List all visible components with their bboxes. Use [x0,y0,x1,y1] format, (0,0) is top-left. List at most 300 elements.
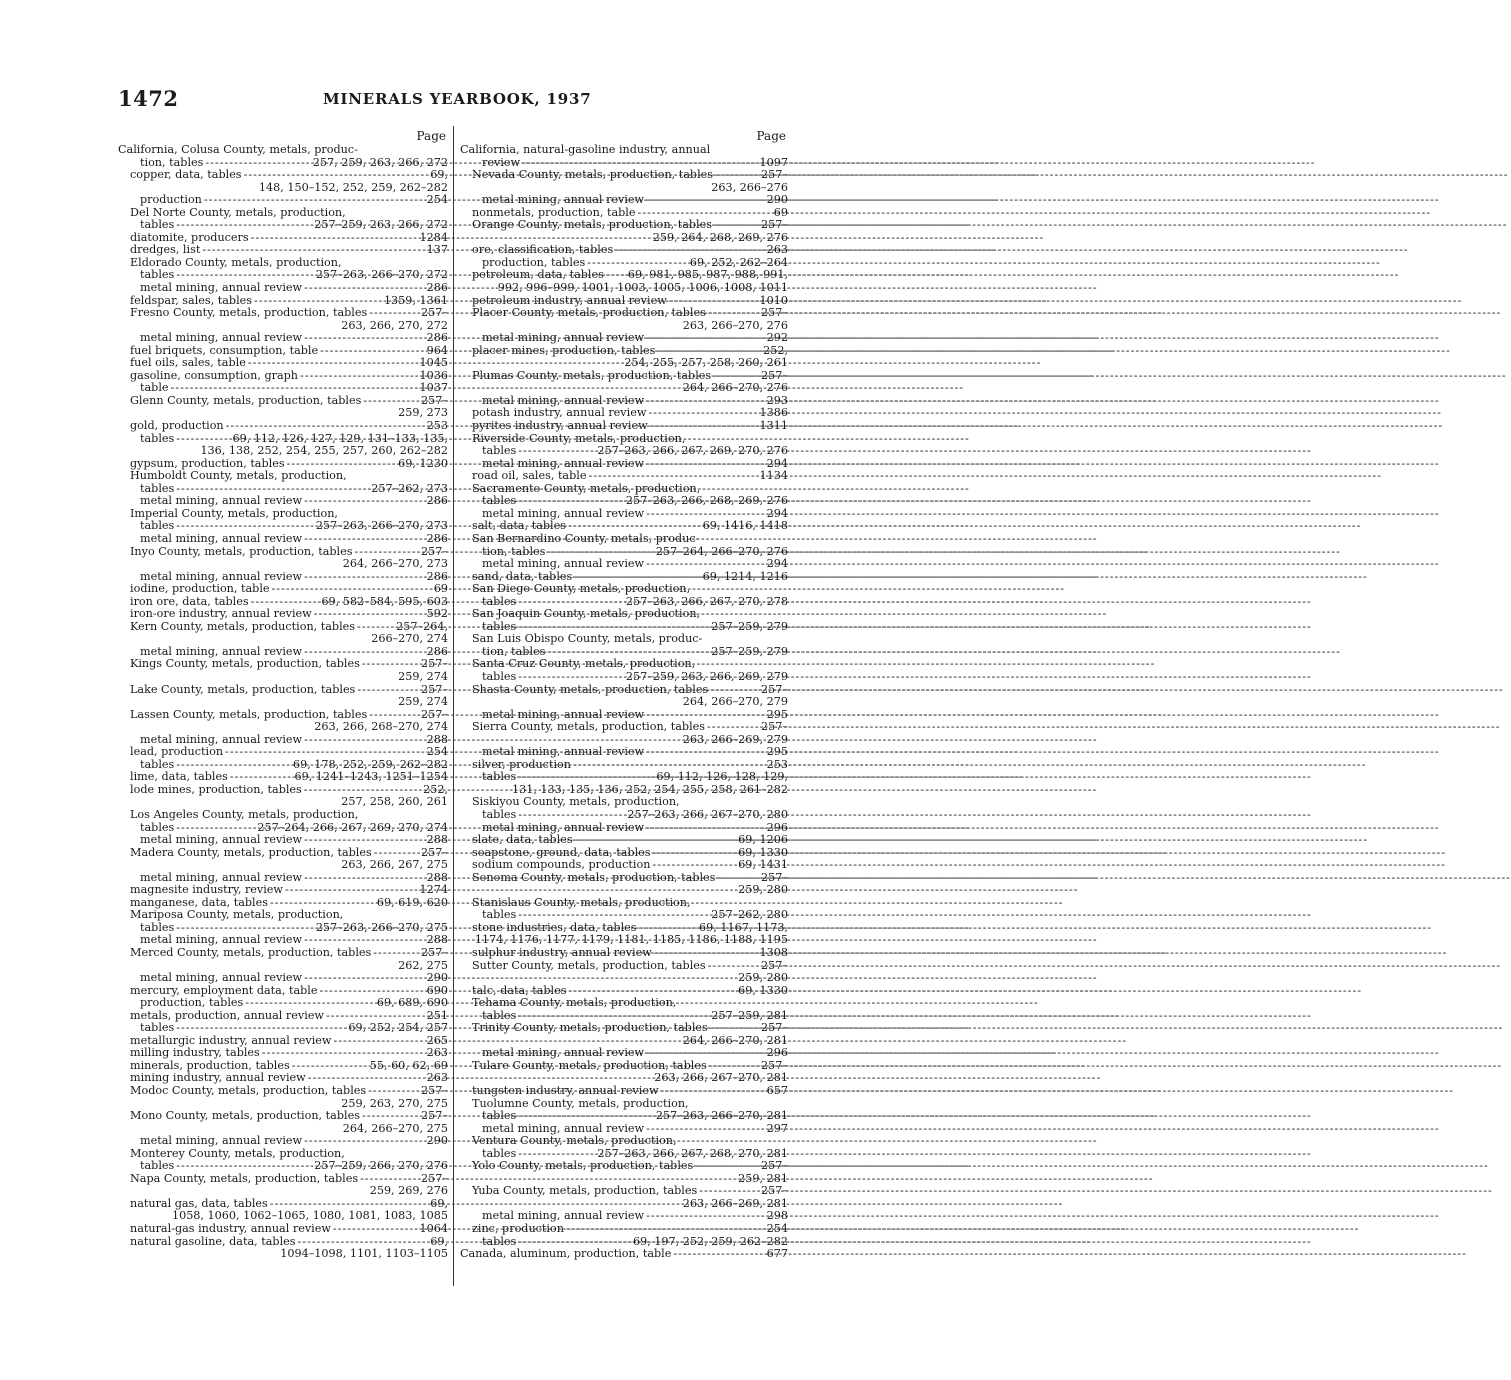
page-reference: 69, 1167, 1173, [699,920,788,934]
leader-dots [373,947,419,960]
entry-text: feldspar, sales, tables [130,293,253,307]
index-entry-line [460,671,788,684]
entry-text: potash industry, annual review [472,406,647,420]
entry-text: diatomite, producers [130,230,249,244]
entry-text: Fresno County, metals, production, tables [130,306,368,320]
page-reference: 293 [766,393,788,407]
index-entry [460,1160,788,1185]
leader-dots [368,1085,419,1098]
page-reference: 69, 1330 [738,845,788,859]
entry-text: tables [140,920,175,934]
entry-text: Sutter County, metals, production, tables [472,958,706,972]
entry-text: metal mining, annual review [482,1209,645,1223]
entry-text: Del Norte County, metals, production, [130,205,346,219]
index-entry [460,144,788,169]
entry-text: sand, data, tables [472,569,573,583]
page-reference: 992, 996–999, 1001, 1003, 1005, 1006, 1008, 1011 [497,281,788,295]
page-reference: 257– [761,1021,788,1035]
leader-dots [518,495,624,508]
index-entry [460,1085,788,1098]
page-reference: 257–263, 266–270, 272 [315,268,448,282]
index-entry [460,960,788,985]
leader-dots [304,1135,425,1148]
index-entry [118,307,448,332]
page-reference: 264, 266–270, 276 [682,381,788,395]
index-entry-line [460,420,788,433]
page-reference: 257–259, 266, 270, 276 [314,1159,448,1173]
page-reference: 265 [426,1033,448,1047]
leader-dots [673,1248,764,1261]
leader-dots [245,997,375,1010]
page-reference: 257–263, 266, 267–270, 280 [627,807,788,821]
leader-dots [176,219,312,232]
entry-text: Nevada County, metals, production, tables [472,168,714,182]
index-entry-line [118,219,448,232]
entry-text: placer mines, production, tables [472,343,656,357]
entry-text: Tuolumne County, metals, production, [472,1096,689,1110]
entry-text: Imperial County, metals, production, [130,506,338,520]
leader-dots [362,1110,419,1123]
page-reference: 264, 266–270, 279 [682,695,788,709]
entry-text: Merced County, metals, production, tables [130,946,372,959]
entry-text: Canada, aluminum, production, table [460,1247,672,1261]
leader-dots [646,558,765,571]
entry-text: Madera County, metals, production, tables [130,845,372,859]
column-divider [453,126,454,1286]
index-entry [460,897,788,922]
page-reference: 288 [426,833,448,847]
entry-text: Lake County, metals, production, tables [130,682,356,696]
entry-text: soapstone, ground, data, tables [472,845,651,859]
index-entry [118,909,448,934]
index-entry-line [118,1223,448,1236]
page-reference: 298 [766,1209,788,1223]
page-reference: 266–270, 274 [371,632,448,646]
page-reference: 69, 197, 252, 259, 262–282 [632,1234,788,1248]
entry-text: Napa County, metals, production, tables [130,1171,359,1185]
index-entry-line [460,771,788,784]
index-entry [460,483,788,508]
entry-text: metal mining, annual review [140,971,303,985]
page-reference: 1311 [759,419,788,433]
leader-dots [588,470,757,483]
index-entry [118,395,448,420]
entry-text: sodium compounds, production [472,858,651,872]
index-entry-line [118,1022,448,1035]
entry-text: tables [140,218,175,232]
index-entry [460,420,788,433]
entry-text: Eldorado County, metals, production, [130,255,342,269]
page-reference: 263 [426,1071,448,1085]
page-reference: 263, 266–269, 279 [682,732,788,746]
page-reference: 1174, 1176, 1177, 1179, 1181, 1185, 1186, 1188, 1195 [474,933,788,947]
page-reference: 259, 274 [398,695,448,709]
page-reference: 257– [761,218,788,232]
index-entry [460,746,788,759]
entry-text: slate, data, tables [472,833,573,847]
entry-text: Placer County, metals, production, tables [472,306,706,320]
page-reference: 69, 1241–1243, 1251–1254 [294,770,448,784]
index-entry-line [118,307,448,320]
leader-dots [695,1160,759,1173]
entry-text: Kern County, metals, production, tables [130,619,356,633]
index-entry-line [460,307,788,320]
index-entry-line [118,721,448,734]
page-reference: 296 [766,820,788,834]
index-entry-line [118,169,448,182]
leader-dots [304,332,425,345]
leader-dots [304,533,425,546]
entry-text: Sonoma County, metals, production, tables [472,870,716,884]
page-reference: 263 [766,243,788,257]
page-reference: 252, [763,343,788,357]
leader-dots [661,1085,765,1098]
entry-text: production, tables [140,996,244,1010]
index-entry-line [460,470,788,483]
index-entry [460,608,788,633]
entry-text: metal mining, annual review [482,707,645,721]
entry-text: magnesite industry, review [130,883,284,897]
page-reference: 69, 112, 126, 128, 129, [656,770,788,784]
index-entry-line [118,144,448,157]
entry-text: gasoline, consumption, graph [130,368,298,382]
entry-text: metal mining, annual review [482,331,645,345]
entry-text: San Joaquin County, metals, production, [472,607,701,621]
entry-text: Santa Cruz County, metals, production, [472,657,696,671]
page-reference: 69, 981, 985, 987, 988, 991, [627,268,788,282]
index-entry [118,332,448,345]
entry-text: metal mining, annual review [140,732,303,746]
entry-text: California, Colusa County, metals, produc- [118,143,358,156]
page-reference: 263, 266, 267–270, 281 [654,1071,788,1085]
index-entry-line [460,357,788,370]
entry-text: lead, production [130,745,224,759]
page-reference: 69, 1230 [398,456,448,470]
entry-text: Inyo County, metals, production, tables [130,544,353,558]
index-entry-line [118,859,448,872]
index-entry [460,533,788,558]
index-entry-line [118,282,448,295]
index-entry [118,834,448,847]
page-reference: 1045 [419,356,448,370]
entry-text: tables [140,757,175,771]
leader-dots [333,1223,418,1236]
entry-text: tables [140,431,175,445]
index-entry-line [460,972,788,985]
index-entry [460,771,788,796]
page-reference: 263, 266–270, 276 [682,318,788,332]
leader-dots [226,420,425,433]
entry-text: tables [140,519,175,533]
index-entry-line [460,558,788,571]
entry-text: tion, tables [140,155,204,169]
entry-text: Mono County, metals, production, tables [130,1109,360,1123]
page-reference: 253 [426,419,448,433]
entry-text: Mariposa County, metals, production, [130,908,344,922]
page-reference: 1036 [419,368,448,382]
entry-text: tables [482,1146,517,1160]
index-entry [460,1223,788,1236]
index-entry [460,1185,788,1210]
page-reference: 69, 112, 126, 127, 129, 131–133, 135, [232,431,448,445]
page-reference: 290 [766,193,788,207]
page-reference: 257– [761,168,788,182]
index-entry-line [460,194,788,207]
index-entry [118,257,448,282]
index-entry [118,1236,448,1261]
page-reference: 69, 1416, 1418 [702,519,788,533]
entry-text: San Luis Obispo County, metals, produc- [472,632,703,646]
entry-text: metal mining, annual review [482,1121,645,1135]
entry-text: zinc, production [472,1222,564,1236]
leader-dots [225,746,425,759]
index-entry [118,784,448,809]
entry-text: natural gas, data, tables [130,1196,268,1210]
page-reference: 257– [761,870,788,884]
page-reference: 69 [773,205,788,219]
entry-text: Stanislaus County, metals, production, [472,895,691,909]
index-entry-line [460,495,788,508]
page-reference: 259, 274 [398,669,448,683]
page-reference: 254 [426,745,448,759]
page-reference: 259, 263, 270, 275 [341,1096,448,1110]
entry-text: tables [140,820,175,834]
leader-dots [714,219,759,232]
entry-text: petroleum, data, tables [472,268,604,282]
entry-text: metal mining, annual review [140,833,303,847]
page-reference: 257–263, 266–270, 273 [315,519,448,533]
page-reference: 257–259, 263, 266, 272 [314,218,448,232]
page-reference: 1064 [419,1222,448,1236]
page-reference: 264, 266–270, 275 [342,1121,448,1135]
page-reference: 131, 133, 135, 136, 252, 254, 255, 258, 261–282 [511,782,788,796]
entry-text: fuel briquets, consumption, table [130,343,319,357]
leader-dots [244,169,429,182]
page-reference: 295 [766,745,788,759]
entry-text: metal mining, annual review [140,1134,303,1148]
index-entry-line [118,420,448,433]
index-entry [118,207,448,232]
page-reference: 264, 266–270, 273 [342,557,448,571]
page-reference: 677 [766,1247,788,1261]
leader-dots [518,671,624,684]
index-entry-line [118,194,448,207]
entry-text: tables [482,669,517,683]
index-entry-line [118,583,448,596]
index-entry [118,420,448,433]
leader-dots [230,771,293,784]
page-reference: 296 [766,1046,788,1060]
index-entry [460,997,788,1022]
page-reference: 259, 273 [398,406,448,420]
page-reference: 257– [421,1084,448,1098]
index-entry-line [460,583,788,596]
entry-text: tables [140,481,175,495]
index-entry-line [118,884,448,897]
index-entry [118,1110,448,1135]
entry-text: metal mining, annual review [140,644,303,658]
running-title: MINERALS YEARBOOK, 1937 [323,90,592,108]
entry-text: Siskiyou County, metals, production, [472,795,680,809]
entry-text: Plumas County, metals, production, tables [472,368,712,382]
index-entry-line [118,332,448,345]
page-reference: 136, 138, 252, 254, 255, 257, 260, 262–282 [200,444,448,458]
entry-text: iodine, production, table [130,582,270,596]
page-reference: 137 [426,243,448,257]
index-entry [118,658,448,683]
page-reference: 257–259, 281 [711,1008,788,1022]
page-reference: 690 [426,983,448,997]
entry-text: metal mining, annual review [140,494,303,508]
index-entry-line [118,1135,448,1148]
page-reference: 1274 [419,883,448,897]
page-reference: 257–262, 273 [371,481,448,495]
page-reference: 295 [766,707,788,721]
index-entry [118,533,448,546]
page-reference: 257– [421,1109,448,1123]
entry-text: copper, data, tables [130,168,242,182]
page-reference: 254, 255, 257, 258, 260, 261 [624,356,788,370]
index-entry-line [118,809,448,822]
entry-text: Ventura County, metals, production, [472,1134,677,1148]
page-reference: 257–263, 266–270, 275 [315,920,448,934]
index-entry [460,633,788,658]
index-entry-line [118,1110,448,1123]
index-entry [460,332,788,345]
index-entry [460,721,788,746]
leader-dots [652,859,736,872]
index-entry [460,269,788,294]
index-entry-line [118,558,448,571]
entry-text: review [482,155,521,169]
entry-text: Sacramento County, metals, production, [472,481,701,495]
page-reference: 259, 280 [738,883,788,897]
index-entry [460,1060,788,1085]
page-reference: 69, 1431 [738,858,788,872]
index-entry [460,558,788,571]
index-entries-right [460,144,788,1261]
entry-text: Kings County, metals, production, tables [130,657,360,671]
page-reference: 288 [426,933,448,947]
entry-text: Monterey County, metals, production, [130,1146,345,1160]
page-reference: 257–262, 280 [711,908,788,922]
index-entry [460,947,788,960]
page-reference: 257– [421,393,448,407]
page-reference: 286 [426,281,448,295]
page-reference: 263 [426,1046,448,1060]
entry-text: gypsum, production, tables [130,456,285,470]
index-entry [460,658,788,683]
leader-dots [304,972,425,985]
entry-text: Tulare County, metals, production, tables [472,1058,707,1072]
page-reference: 292 [766,331,788,345]
entry-text: Yuba County, metals, production, tables [472,1184,698,1198]
page-reference: 259, 281 [738,1171,788,1185]
entry-text: gold, production [130,419,224,433]
index-entry [118,972,448,985]
index-entry-line [118,997,448,1010]
entry-text: mercury, employment data, table [130,983,318,997]
page-reference: 69, 582–584, 595, 603 [321,594,448,608]
index-entry-line [118,746,448,759]
page-reference: 257– [421,707,448,721]
page-reference: 257– [421,845,448,859]
index-entry [118,1148,448,1173]
index-entry [118,1022,448,1035]
page-reference: 964 [426,343,448,357]
entry-text: petroleum industry, annual review [472,293,667,307]
index-entry [118,546,448,571]
index-entry [118,709,448,734]
entry-text: iron ore, data, tables [130,594,249,608]
page-reference: 1010 [759,293,788,307]
index-entry [460,370,788,395]
page-reference: 1284 [419,230,448,244]
entry-text: tables [482,494,517,508]
index-entry-line [118,1085,448,1098]
index-entry-line [118,445,448,458]
entry-text: Modoc County, metals, production, tables [130,1084,367,1098]
page-reference: 69, 252, 254, 257 [348,1021,448,1035]
entry-text: salt, data, tables [472,519,566,533]
entry-text: tables [482,1234,517,1248]
entry-text: fuel oils, sales, table [130,356,246,370]
entry-text: manganese, data, tables [130,895,268,909]
entry-text: tables [140,1021,175,1035]
entry-text: tion, tables [482,644,546,658]
index-entry-line [118,533,448,546]
entry-text: metal mining, annual review [140,531,303,545]
index-entry-line [118,947,448,960]
index-entry-line [460,696,788,709]
entry-text: Trinity County, metals, production, tables [472,1021,708,1035]
entry-text: ore, classification, tables [472,243,614,257]
index-entry-line [118,972,448,985]
page-reference: 257– [761,958,788,972]
index-entry-line [460,859,788,872]
index-entry [118,1085,448,1110]
index-entry-line [118,696,448,709]
entry-text: tion, tables [482,544,546,558]
page-reference: 257–264, [396,619,448,633]
page-reference: 286 [426,531,448,545]
page-reference: 257– [761,368,788,382]
page-reference: 257– [421,657,448,671]
index-entry [118,809,448,834]
leader-dots [715,169,759,182]
entry-text: metal mining, annual review [482,506,645,520]
index-entry [118,1198,448,1223]
page-reference: 1359, 1361 [383,293,448,307]
index-entry-line [460,533,788,546]
page-reference: 263, 266–276 [711,180,788,194]
page-reference: 257, 259, 263, 266, 272 [312,155,448,169]
page-reference: 257– [421,682,448,696]
entry-text: stone industries, data, tables [472,920,637,934]
entry-text: Sierra County, metals, production, tables [472,720,706,734]
page-reference: 69, 252, 262–264 [689,255,788,269]
entry-text: minerals, production, tables [130,1058,290,1072]
entry-text: Yolo County, metals, production, tables [472,1159,694,1173]
entry-text: tables [140,268,175,282]
entry-text: tables [482,1008,517,1022]
index-entry [118,884,448,897]
entry-text: Orange County, metals, production, tables [472,218,712,232]
entry-text: Lassen County, metals, production, tables [130,707,368,721]
leader-dots [566,1223,765,1236]
index-entry-line [460,721,788,734]
entry-text: Riverside County, metals, production, [472,431,686,445]
